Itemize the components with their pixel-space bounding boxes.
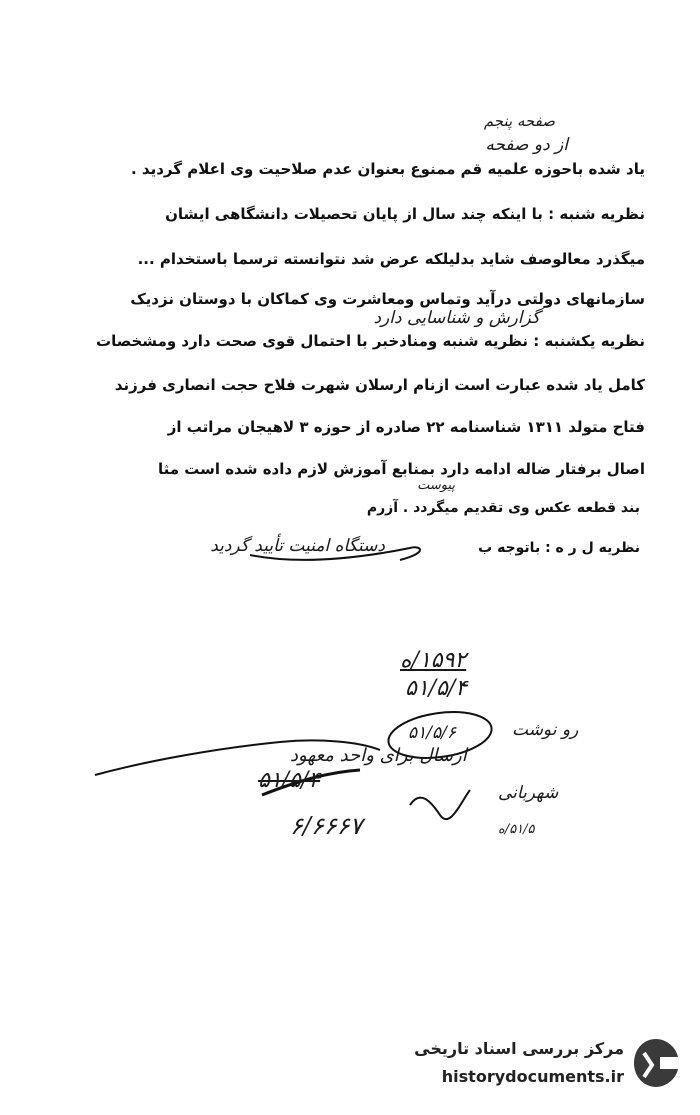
text-line-4: سازمانهای دولتی درآید وتماس ومعاشرت وی کماکان با دوستان نزدیک <box>130 290 645 308</box>
text-line-3: میگذرد معالوصف شاید بدلیلکه عرض شد نتوانسته ترسما باستخدام ... <box>137 250 645 268</box>
text-line-7: فتاح متولد ۱۳۱۱ شناسنامه ۲۲ صادره از حوزه ۳ لاهیجان مراتب از <box>167 418 645 436</box>
text-line-1: یاد شده باحوزه علمیه قم ممنوع بعنوان عدم صلاحیت وی اعلام گردید . <box>131 160 645 178</box>
archive-title: مرکز بررسی اسناد تاریخی <box>414 1039 624 1058</box>
number-line-2: ۵۱/۵/۴ <box>405 676 468 701</box>
crossed-number: ۵۱/۵/۴ <box>258 768 321 793</box>
note-right: ارسال برای واحد معهود <box>290 745 467 766</box>
handwritten-remark: دستگاه امنیت تأیید گردید <box>210 536 385 556</box>
handwritten-attachment-note: پیوست <box>417 478 455 493</box>
stamp-text: ۵۱/۵/۶ <box>408 723 456 743</box>
text-line-8: اصال برفتار ضاله ادامه دارد بمنابع آموزش لازم داده شده است مثا <box>157 460 645 478</box>
archive-url[interactable]: historydocuments.ir <box>441 1067 624 1086</box>
text-line-6: کامل یاد شده عبارت است ازنام ارسلان شهرت فلاح حجت انصاری فرزند <box>114 376 645 394</box>
archive-footer <box>392 1031 682 1101</box>
page-label: صفحه پنجم <box>483 112 555 130</box>
handwritten-page-note: از دو صفحه <box>485 135 568 155</box>
text-line-5: نظریه یکشنبه : نظریه شنبه ومنادخبر با احتمال قوی صحت دارد ومشخصات <box>96 332 645 350</box>
text-line-10: نظریه ل ر ه : باتوجه ب <box>478 540 640 556</box>
bottom-left-note: شهربانی <box>498 783 559 803</box>
bottom-number: ۶/۶۶۶۷ <box>290 812 363 840</box>
archive-logo-icon <box>630 1035 682 1091</box>
handwritten-insert: گزارش و شناسایی دارد <box>373 308 540 328</box>
number-line-1: ۱۵۹۲/ه <box>400 648 467 673</box>
note-left: رو نوشت <box>512 720 579 740</box>
bottom-small-number: ۵۱/۵/ه <box>498 822 535 837</box>
text-line-2: نظریه شنبه : با اینکه چند سال از پایان تحصیلات دانشگاهی ایشان <box>165 205 645 223</box>
text-line-9: بند قطعه عکس وی تقدیم میگردد . آزرم <box>366 500 640 516</box>
